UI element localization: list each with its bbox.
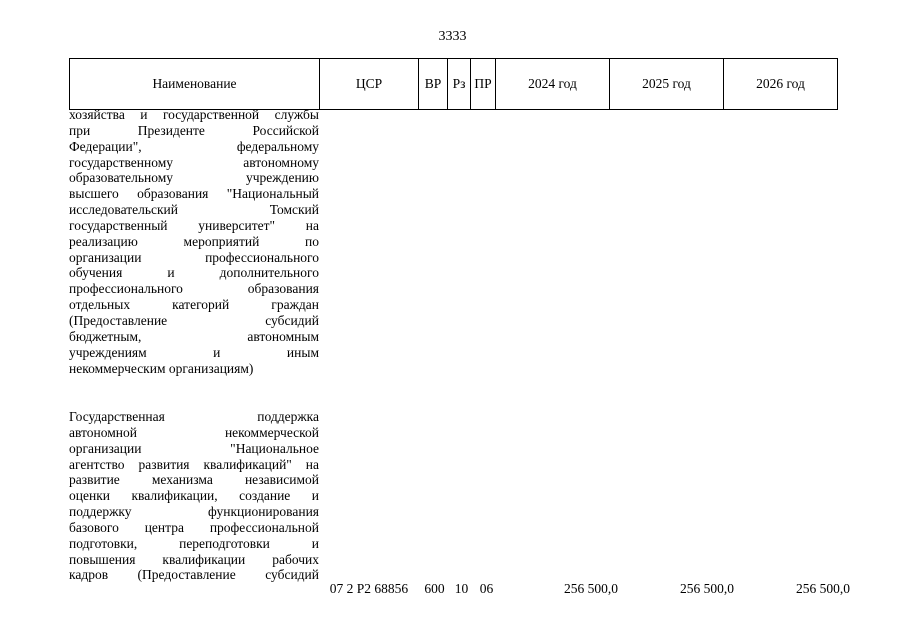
entry-2-line: повышения квалификации рабочих [69,551,319,567]
header-2025: 2025 год [610,59,724,110]
header-name: Наименование [70,59,320,110]
entry-2-line: кадров (Предоставление субсидий [69,567,319,583]
entry-2-line: Государственная поддержка [69,409,319,424]
entry-1-line: Федерации", федеральному [69,138,319,154]
entry-1-line: обучения и дополнительного [69,265,319,281]
entry-2-line: базового центра профессиональной [69,519,319,535]
page-number: 3333 [438,29,467,44]
budget-table-header [69,58,838,110]
entry-2-line: агентство развития квалификаций" на [69,456,319,472]
entry-1-line: высшего образования "Национальный [69,186,319,202]
entry-2-amount-2026: 256 500,0 [796,581,850,596]
entry-1-line: при Президенте Российской [69,122,319,138]
header-rz: Рз [448,59,471,110]
entry-1-line: государственный университет" на [69,217,319,233]
entry-2-line: оценки квалификации, создание и [69,488,319,504]
entry-1-line: образовательному учреждению [69,170,319,186]
entry-1-line: реализацию мероприятий по [69,233,319,249]
header-row [70,59,838,110]
entry-2-line: организации "Национальное [69,440,319,456]
entry-1-line: организации профессионального [69,249,319,265]
entry-2-rz: 10 [454,581,469,596]
entry-1-name [69,107,319,376]
entry-2-line: автономной некоммерческой [69,424,319,440]
header-csr: ЦСР [320,59,419,110]
header-2024: 2024 год [496,59,610,110]
entry-1-line: профессионального образования [69,281,319,297]
entry-1-line: государственному автономному [69,154,319,170]
entry-2-pr: 06 [479,581,494,596]
header-pr: ПР [471,59,496,110]
entry-1-line: хозяйства и государственной службы [69,107,319,122]
header-2026: 2026 год [724,59,838,110]
entry-2-amount-2024: 256 500,0 [564,581,618,596]
entry-2-csr: 07 2 Р2 68856 [329,581,409,596]
entry-2-line: развитие механизма независимой [69,472,319,488]
entry-2-line: подготовки, переподготовки и [69,535,319,551]
entry-2-amount-2025: 256 500,0 [680,581,734,596]
entry-1-line: исследовательский Томский [69,202,319,218]
entry-2-name [69,409,319,583]
entry-1-line: некоммерческим организациям) [69,360,254,376]
entry-2-vr: 600 [424,581,445,596]
entry-1-line: бюджетным, автономным [69,328,319,344]
entry-2-line: поддержку функционирования [69,504,319,520]
header-vr: ВР [419,59,448,110]
entry-1-line: отдельных категорий граждан [69,297,319,313]
entry-1-line: учреждениям и иным [69,344,319,360]
entry-1-line: (Предоставление субсидий [69,312,319,328]
